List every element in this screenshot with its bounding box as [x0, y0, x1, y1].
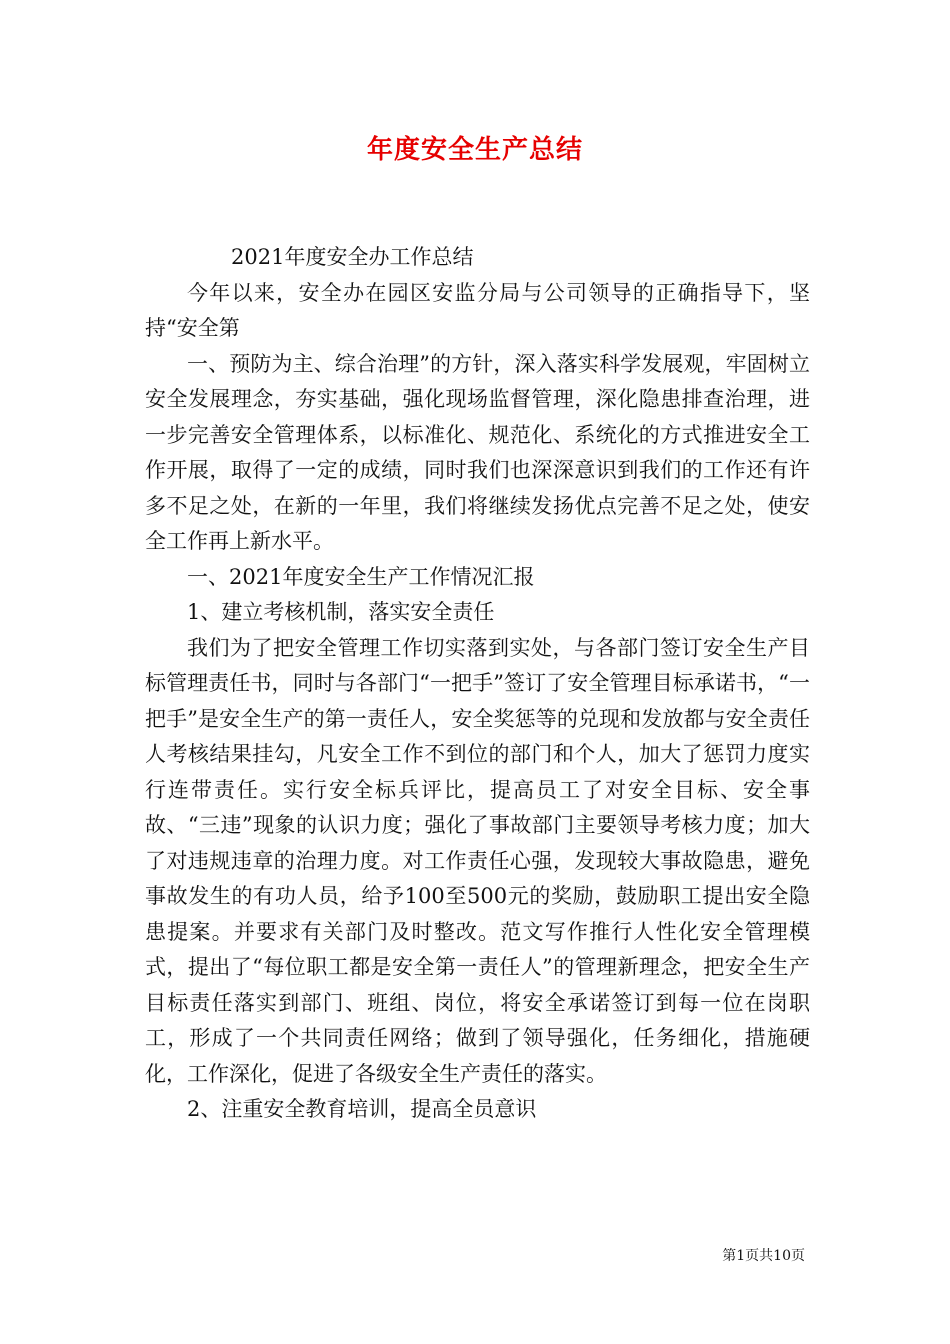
document-body: [145, 240, 810, 1128]
document-subtitle: 2021年度安全办工作总结: [231, 245, 474, 269]
paragraph: 我们为了把安全管理工作切实落到实处，与各部门签订安全生产目标管理责任书，同时与各部门“一把手”签订了安全管理目标承诺书，“一把手”是安全生产的第一责任人，安全奖惩等的兑现和发放都与安全责任人考核结果挂勾，凡安全工作不到位的部门和个人，加大了惩罚力度实行连带责任。实行安全标兵评比，提高员工了对安全目标、安全事故、“三违”现象的认识力度；强化了事故部门主要领导考核力度；加大了对违规违章的治理力度。对工作责任心强，发现较大事故隐患，避免事故发生的有功人员，给予100至500元的奖励，鼓励职工提出安全隐患提案。并要求有关部门及时整改。范文写作推行人性化安全管理模式，提出了“每位职工都是安全第一责任人”的管理新理念，把安全生产目标责任落实到部门、班组、岗位，将安全承诺签订到每一位在岗职工，形成了一个共同责任网络；做到了领导强化，任务细化，措施硬化，工作深化，促进了各级安全生产责任的落实。: [145, 635, 810, 1086]
paragraph: 今年以来，安全办在园区安监分局与公司领导的正确指导下，坚持“安全第: [145, 280, 810, 340]
subsection-heading: 2、注重安全教育培训，提高全员意识: [187, 1097, 537, 1121]
document-title: 年度安全生产总结: [366, 135, 583, 165]
paragraph: 一、预防为主、综合治理”的方针，深入落实科学发展观，牢固树立安全发展理念，夯实基础，强化现场监督管理，深化隐患排查治理，进一步完善安全管理体系，以标准化、规范化、系统化的方式推进安全工作开展，取得了一定的成绩，同时我们也深深意识到我们的工作还有许多不足之处，在新的一年里，我们将继续发扬优点完善不足之处，使安全工作再上新水平。: [145, 351, 810, 553]
subsection-heading: 1、建立考核机制，落实安全责任: [187, 600, 495, 624]
page-number-footer: 第1页共10页: [722, 1248, 805, 1264]
section-heading: 一、2021年度安全生产工作情况汇报: [187, 564, 535, 589]
